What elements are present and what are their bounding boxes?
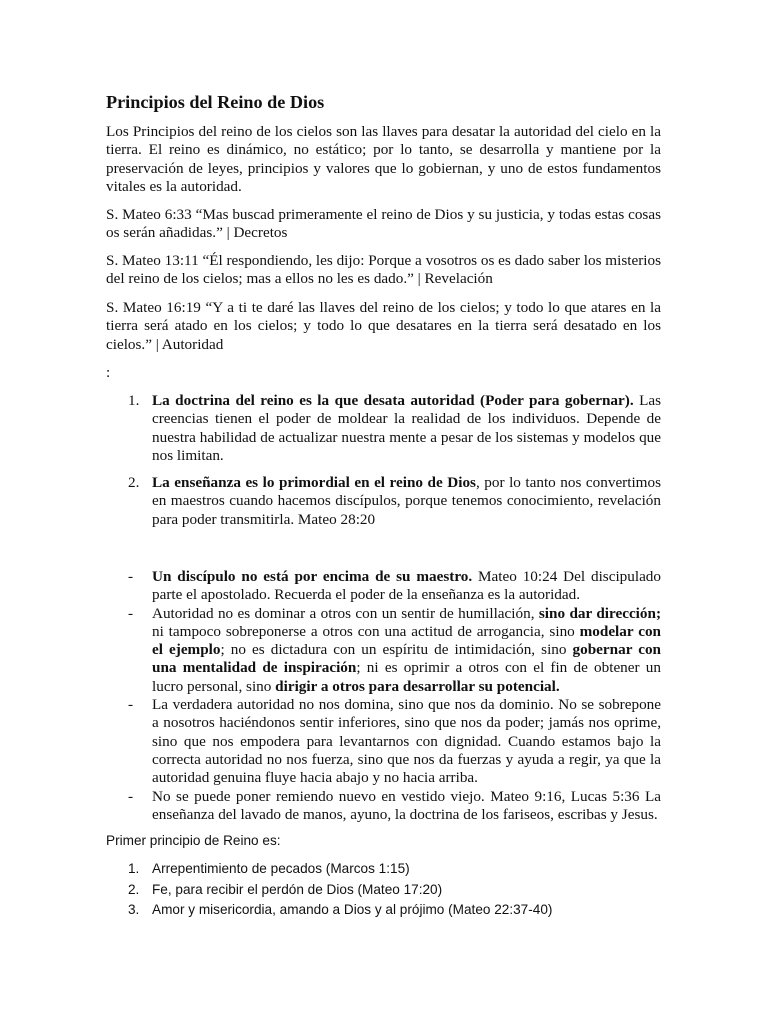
dash-marker: - [128, 604, 134, 622]
dash-item [106, 788, 661, 825]
dash-item [106, 605, 661, 696]
list-number: 2. [128, 474, 140, 491]
numbered-principles-list-2 [106, 474, 661, 529]
verse-mateo-16-19: S. Mateo 16:19 “Y a ti te daré las llaves del reino de los cielos; y todo lo que atares en la tierra será atado en los cielos; y todo lo que desatares en la tierra será desatado en los cielos.” | Autoridad [106, 299, 661, 353]
dash-item-bold: sino dar dirección; [538, 604, 662, 622]
list-item-bold: La enseñanza es lo primordial en el reino de Dios [152, 474, 476, 491]
dash-item-text: ; ni es oprimir a otros con el fin de obtener un lucro personal, sino [152, 659, 661, 695]
list-number: 1. [128, 392, 140, 409]
list-number: 3. [128, 902, 140, 917]
list-item-text: Fe, para recibir el perdón de Dios (Mateo 17:20) [152, 881, 443, 897]
list-item [106, 880, 661, 901]
list-item [106, 474, 661, 529]
dash-marker: - [128, 696, 134, 714]
dash-item [106, 568, 661, 605]
verse-mateo-6-33: S. Mateo 6:33 “Mas buscad primeramente el reino de Dios y su justicia, y todas estas cosas os serán añadidas.” | Decretos [106, 206, 661, 242]
page-title: Principios del Reino de Dios [106, 92, 325, 112]
dash-item-text: No se puede poner remiendo nuevo en vestido viejo. Mateo 9:16, Lucas 5:36 La enseñanza del lavado de manos, ayuno, la doctrina de los fariseos, escribas y Jesus. [152, 787, 661, 823]
list-number: 1. [128, 861, 140, 876]
dash-item-bold: modelar con el ejemplo [152, 622, 661, 659]
list-item [106, 900, 661, 921]
list-item-text: Amor y misericordia, amando a Dios y al prójimo (Mateo 22:37-40) [152, 902, 553, 917]
primer-principio-heading: Primer principio de Reino es: [106, 833, 281, 848]
dash-item-text: ; no es dictadura con un espíritu de intimidación, sino [220, 641, 573, 659]
dash-marker: - [128, 787, 134, 805]
dash-list [106, 568, 661, 824]
verse-mateo-13-11: S. Mateo 13:11 “Él respondiendo, les dijo: Porque a vosotros os es dado saber los misterios del reino de los cielos; mas a ellos no les es dado.” | Revelación [106, 252, 661, 288]
intro-paragraph: Los Principios del reino de los cielos son las llaves para desatar la autoridad del cielo en la tierra. El reino es dinámico, no estático; por lo tanto, se desarrolla y mantiene por la preservación de leyes, principios y valores que lo gobiernan, y uno de estos fundamentos vitales es la autoridad. [106, 123, 661, 195]
list-item-text: Las creencias tienen el poder de moldear la realidad de los individuos. Depende de nuestra habilidad de actualizar nuestra mente a pesar de los sistemas y modelos que nos limitan. [152, 392, 661, 464]
dash-item [106, 696, 661, 787]
numbered-principles-list [106, 392, 661, 465]
dash-item-text: La verdadera autoridad no nos domina, sino que nos da dominio. No se sobrepone a nosotros haciéndonos sentir inferiores, sino que nos da poder; jamás nos oprime, sino que nos empodera para levantarnos con dignidad. Cuando estamos bajo la correcta autoridad no nos fuerza, sino que nos da fuerzas y ayuda a regir, ya que la autoridad genuina fluye hacia abajo y no hacia arriba. [152, 696, 661, 787]
primer-principio-list [106, 859, 661, 921]
list-item [106, 859, 661, 880]
dash-item-text: ni tampoco sobreponerse a otros con una actitud de arrogancia, sino [152, 622, 580, 640]
list-item-bold: La doctrina del reino es la que desata autoridad (Poder para gobernar). [152, 392, 634, 409]
list-number: 2. [128, 881, 140, 897]
list-item-text: Arrepentimiento de pecados (Marcos 1:15) [152, 861, 410, 876]
dash-item-bold: dirigir a otros para desarrollar su potencial. [275, 677, 560, 695]
dash-item-text: Mateo 10:24 Del discipulado parte el apostolado. Recuerda el poder de la enseñanza es la autoridad. [152, 568, 661, 604]
dash-item-bold: gobernar con una mentalidad de inspiración [152, 641, 661, 677]
dash-marker: - [128, 568, 134, 585]
colon-line: : [106, 364, 111, 381]
dash-item-text: Autoridad no es dominar a otros con un sentir de humillación, [152, 604, 539, 622]
list-item [106, 392, 661, 465]
list-item-text: , por lo tanto nos convertimos en maestros cuando hacemos discípulos, porque tenemos conocimiento, revelación para poder transmitirla. Mateo 28:20 [152, 474, 662, 528]
dash-item-bold: Un discípulo no está por encima de su maestro. [152, 568, 473, 585]
